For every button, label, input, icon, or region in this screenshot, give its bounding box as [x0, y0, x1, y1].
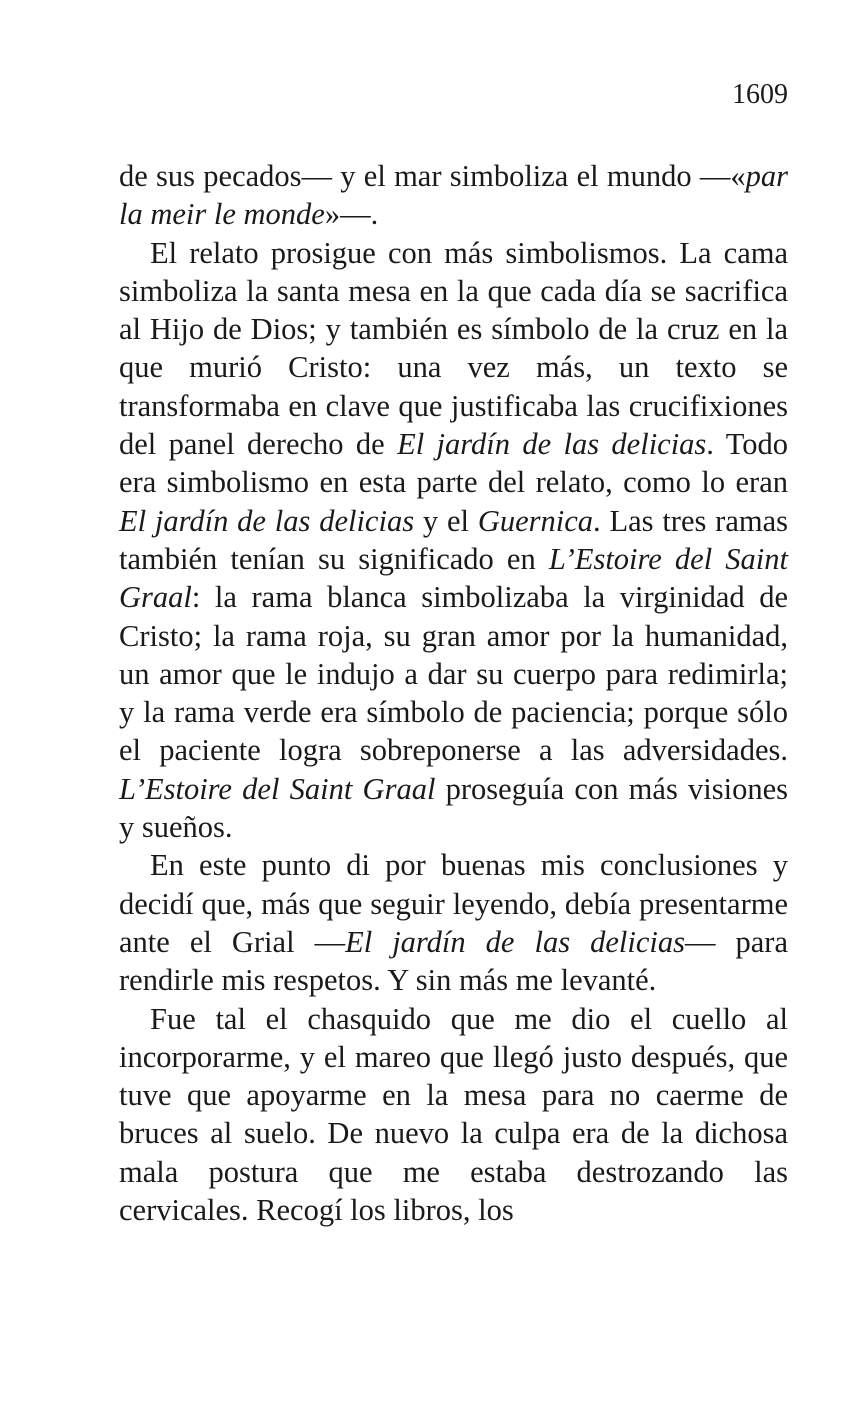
text-segment: El relato prosigue con más simbolismos. La cama simboliza la santa mesa en la que cada día se sacrifica al Hijo de Dios; y también es símbolo de la cruz en la que murió Cristo: una vez más, un texto se transformaba en clave que justificaba las crucifixiones del panel derecho de [119, 235, 788, 462]
text-segment: y el [414, 503, 478, 538]
italic-quote: par la meir le monde [119, 159, 788, 232]
text-segment: Fue tal el chasquido que me dio el cuello al incorporarme, y el mareo que llegó justo después, que tuve que apoyarme en la mesa para no caerme de bruces al suelo. De nuevo la culpa era de la dichosa mala postura que me estaba destrozando las cervicales. Recogí los libros, los [119, 1001, 788, 1228]
italic-title: L’Estoire del Saint Graal [119, 771, 436, 806]
text-segment: . Todo era simbolismo en esta parte del relato, como lo eran [119, 427, 788, 500]
paragraph-4 [119, 1000, 788, 1230]
italic-title: El jardín de las delicias [397, 427, 707, 462]
text-segment: . Las tres ramas también tenían su significado en [119, 503, 789, 576]
text-segment: — para rendirle mis respetos. Y sin más me levanté. [119, 924, 788, 998]
text-segment: : la rama blanca simbolizaba la virginidad de Cristo; la rama roja, su gran amor por la humanidad, un amor que le indujo a dar su cuerpo para redimirla; y la rama verde era símbolo de paciencia; porque sólo el paciente logra sobreponerse a las adversidades. [119, 580, 788, 768]
body-text [119, 157, 788, 1229]
italic-title: Guernica [477, 503, 594, 538]
text-segment: proseguía con más visiones y sueños. [119, 771, 789, 845]
paragraph-1 [119, 157, 788, 234]
italic-title: El jardín de las delicias [119, 503, 415, 538]
paragraph-3 [119, 846, 788, 999]
text-segment: de sus pecados— y el mar simboliza el mundo —« [119, 159, 746, 193]
italic-title: L’Estoire del Saint Graal [119, 541, 788, 615]
text-segment: »—. [324, 197, 379, 232]
page-number: 1609 [732, 79, 788, 110]
italic-title: El jardín de las delicias [345, 924, 685, 959]
paragraph-2 [119, 234, 788, 847]
text-segment: En este punto di por buenas mis conclusiones y decidí que, más que seguir leyendo, debía presentarme ante el Grial — [119, 848, 788, 959]
